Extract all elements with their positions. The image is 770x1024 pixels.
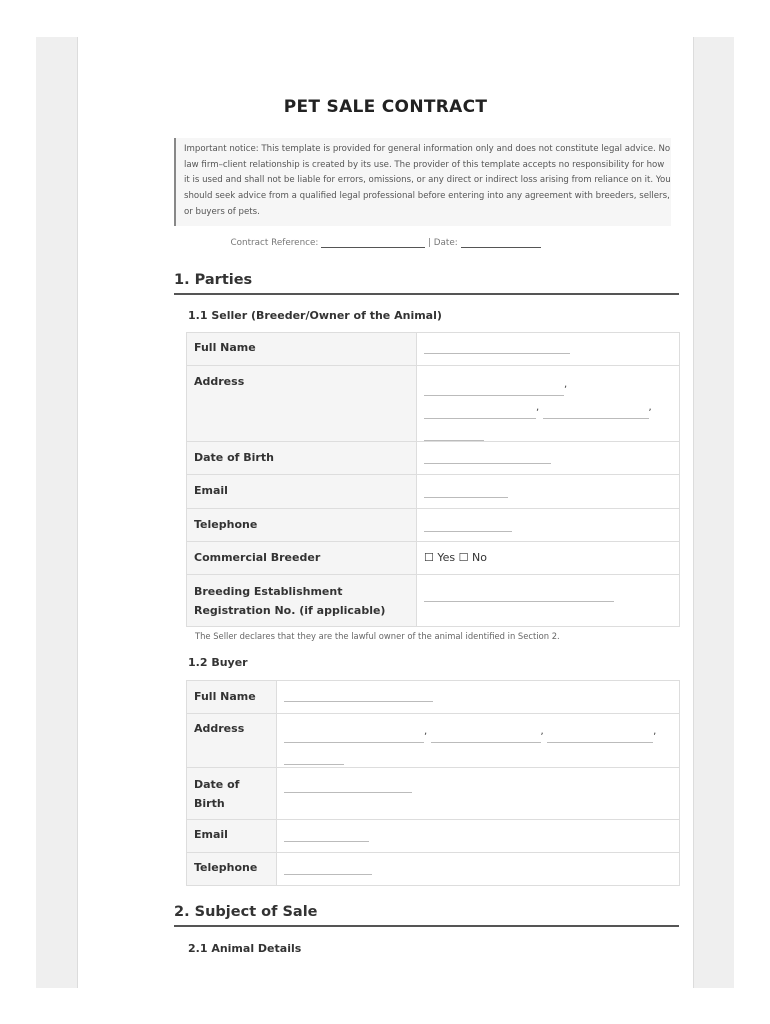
seller-telephone-field[interactable] [424, 517, 512, 532]
seller-full-name-row [187, 333, 680, 366]
seller-address-postcode-field[interactable] [424, 426, 484, 441]
buyer-full-name-cell [277, 681, 680, 714]
seller-commercial-breeder-label: Commercial Breeder [187, 542, 417, 575]
seller-email-row [187, 475, 680, 509]
commercial-breeder-checkboxes[interactable]: ☐ Yes ☐ No [417, 542, 680, 575]
seller-registration-label: Breeding Establishment Registration No. (if applicable) [187, 575, 417, 627]
seller-address-label: Address [187, 366, 417, 442]
contract-reference-field[interactable] [321, 236, 425, 248]
buyer-dob-label: Date of Birth [187, 768, 277, 820]
seller-address-row [187, 366, 680, 442]
seller-telephone-cell [417, 509, 680, 542]
seller-full-name-field[interactable] [424, 339, 570, 354]
seller-dob-label: Date of Birth [187, 442, 417, 475]
seller-table [186, 332, 680, 627]
seller-email-cell [417, 475, 680, 509]
seller-registration-cell [417, 575, 680, 627]
buyer-telephone-row [187, 853, 680, 886]
buyer-dob-row [187, 768, 680, 820]
buyer-dob-cell [277, 768, 680, 820]
seller-registration-field[interactable] [424, 587, 614, 602]
buyer-full-name-row [187, 681, 680, 714]
buyer-address-region-field[interactable] [547, 728, 653, 743]
seller-address-region-field[interactable] [543, 404, 649, 419]
buyer-address-city-field[interactable] [431, 728, 541, 743]
seller-dob-row [187, 442, 680, 475]
seller-dob-cell [417, 442, 680, 475]
legal-notice: Important notice: This template is provided for general information only and does not constitute legal advice. No law firm–client relationship is created by its use. The provider of this template accepts no responsibility for how it is used and shall not be liable for errors, omissions, or any direct or indirect loss arising from reliance on it. You should seek advice from a qualified legal professional before entering into any agreement with breeders, sellers, or buyers of pets. [174, 138, 671, 226]
seller-dob-field[interactable] [424, 449, 551, 464]
buyer-full-name-field[interactable] [284, 687, 433, 702]
buyer-email-label: Email [187, 820, 277, 853]
seller-email-field[interactable] [424, 483, 508, 498]
buyer-address-street-field[interactable] [284, 728, 424, 743]
seller-email-label: Email [187, 475, 417, 509]
seller-heading: 1.1 Seller (Breeder/Owner of the Animal) [188, 309, 442, 322]
section-subject-heading: 2. Subject of Sale [174, 904, 679, 927]
buyer-email-field[interactable] [284, 827, 369, 842]
seller-full-name-cell [417, 333, 680, 366]
buyer-dob-field[interactable] [284, 778, 412, 793]
document-title: PET SALE CONTRACT [283, 97, 488, 117]
seller-address-street-field[interactable] [424, 381, 564, 396]
buyer-address-label: Address [187, 714, 277, 768]
buyer-telephone-label: Telephone [187, 853, 277, 886]
contract-date-field[interactable] [461, 236, 541, 248]
seller-telephone-label: Telephone [187, 509, 417, 542]
date-label: | Date: [427, 238, 458, 248]
buyer-telephone-cell [277, 853, 680, 886]
seller-address-city-field[interactable] [424, 404, 536, 419]
seller-declaration: The Seller declares that they are the lawful owner of the animal identified in Section 2. [195, 631, 560, 641]
seller-full-name-label: Full Name [187, 333, 417, 366]
contract-reference-label: Contract Reference: [230, 238, 319, 248]
seller-telephone-row [187, 509, 680, 542]
buyer-address-cell: , , , [277, 714, 680, 768]
buyer-telephone-field[interactable] [284, 860, 372, 875]
section-parties-heading: 1. Parties [174, 272, 679, 295]
buyer-table [186, 680, 680, 886]
buyer-address-row [187, 714, 680, 768]
contract-reference-line [78, 236, 693, 248]
buyer-address-postcode-field[interactable] [284, 750, 344, 765]
seller-address-cell: , , , [417, 366, 680, 442]
buyer-heading: 1.2 Buyer [188, 656, 248, 669]
seller-registration-row [187, 575, 680, 627]
animal-details-heading: 2.1 Animal Details [188, 942, 302, 955]
buyer-email-cell [277, 820, 680, 853]
buyer-full-name-label: Full Name [187, 681, 277, 714]
seller-commercial-breeder-row [187, 542, 680, 575]
document-page [77, 37, 694, 988]
document-viewer [36, 37, 734, 988]
buyer-email-row [187, 820, 680, 853]
